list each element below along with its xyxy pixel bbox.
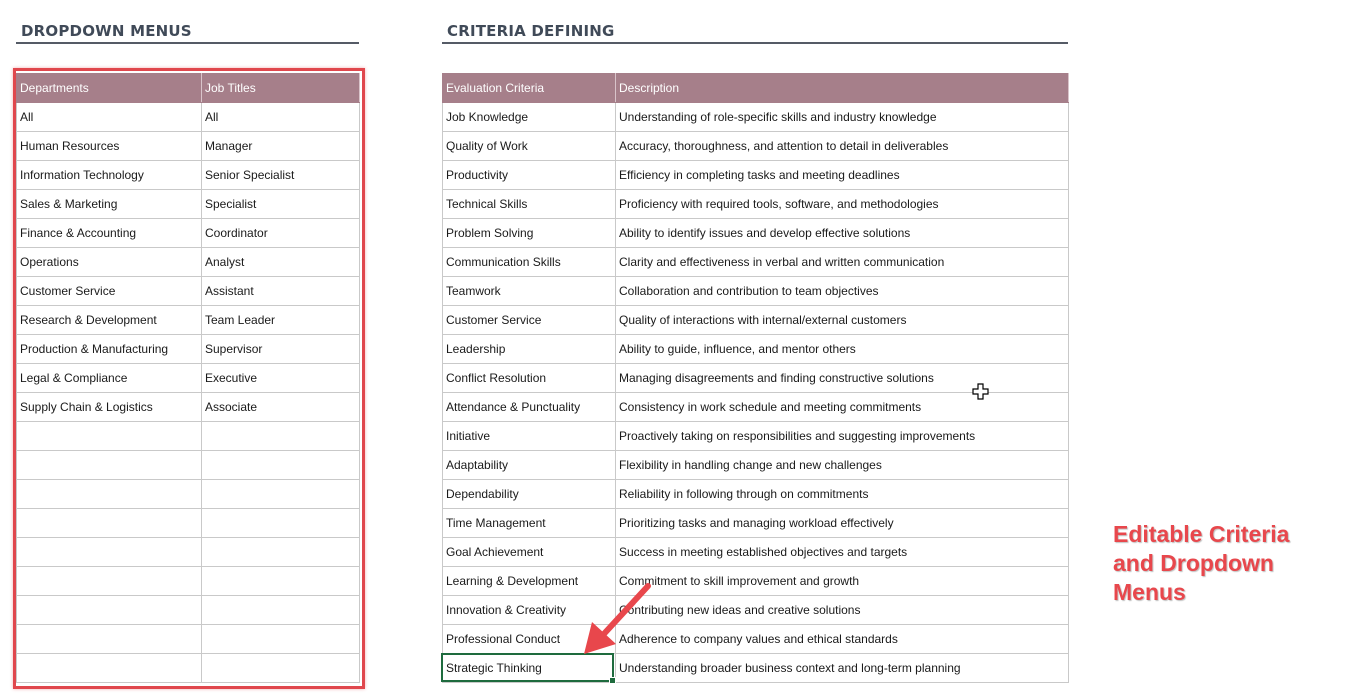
criteria-cell[interactable]: Communication Skills xyxy=(443,248,616,277)
callout-line-2: and Dropdown xyxy=(1113,550,1274,576)
table-row xyxy=(443,538,1069,567)
description-cell[interactable]: Clarity and effectiveness in verbal and written communication xyxy=(616,248,1069,277)
header-departments[interactable]: Departments xyxy=(17,74,202,103)
criteria-cell[interactable]: Adaptability xyxy=(443,451,616,480)
table-row xyxy=(443,132,1069,161)
table-row xyxy=(443,625,1069,654)
description-cell[interactable]: Managing disagreements and finding constructive solutions xyxy=(616,364,1069,393)
table-row xyxy=(17,538,360,567)
table-row xyxy=(17,480,360,509)
description-cell[interactable]: Understanding broader business context and long-term planning xyxy=(616,654,1069,683)
department-cell[interactable] xyxy=(17,451,202,480)
criteria-cell[interactable]: Leadership xyxy=(443,335,616,364)
job-title-cell[interactable]: Assistant xyxy=(202,277,360,306)
description-cell[interactable]: Consistency in work schedule and meeting commitments xyxy=(616,393,1069,422)
criteria-cell[interactable]: Attendance & Punctuality xyxy=(443,393,616,422)
dropdown-section-title: DROPDOWN MENUS xyxy=(21,22,192,40)
job-title-cell[interactable] xyxy=(202,625,360,654)
table-row xyxy=(17,161,360,190)
description-cell[interactable]: Ability to guide, influence, and mentor others xyxy=(616,335,1069,364)
description-cell[interactable]: Reliability in following through on commitments xyxy=(616,480,1069,509)
department-cell[interactable]: Finance & Accounting xyxy=(17,219,202,248)
description-cell[interactable]: Understanding of role-specific skills and industry knowledge xyxy=(616,103,1069,132)
table-row xyxy=(17,451,360,480)
criteria-cell[interactable]: Quality of Work xyxy=(443,132,616,161)
department-cell[interactable]: Human Resources xyxy=(17,132,202,161)
department-cell[interactable]: Research & Development xyxy=(17,306,202,335)
department-cell[interactable] xyxy=(17,422,202,451)
description-cell[interactable]: Flexibility in handling change and new challenges xyxy=(616,451,1069,480)
department-cell[interactable] xyxy=(17,567,202,596)
table-row xyxy=(443,480,1069,509)
criteria-section-rule xyxy=(442,42,1068,44)
description-cell[interactable]: Accuracy, thoroughness, and attention to detail in deliverables xyxy=(616,132,1069,161)
department-cell[interactable]: All xyxy=(17,103,202,132)
header-evaluation-criteria[interactable]: Evaluation Criteria xyxy=(443,74,616,103)
criteria-header-row xyxy=(443,74,1069,103)
department-cell[interactable] xyxy=(17,625,202,654)
criteria-cell[interactable]: Time Management xyxy=(443,509,616,538)
callout-line-1: Editable Criteria xyxy=(1113,521,1290,547)
criteria-table xyxy=(442,73,1069,683)
job-title-cell[interactable] xyxy=(202,451,360,480)
criteria-cell[interactable]: Job Knowledge xyxy=(443,103,616,132)
excel-cell-cursor-icon xyxy=(972,383,989,400)
job-title-cell[interactable] xyxy=(202,509,360,538)
table-row xyxy=(443,422,1069,451)
job-title-cell[interactable]: Team Leader xyxy=(202,306,360,335)
table-row xyxy=(17,103,360,132)
criteria-cell[interactable]: Productivity xyxy=(443,161,616,190)
header-description[interactable]: Description xyxy=(616,74,1069,103)
table-row xyxy=(17,509,360,538)
table-row xyxy=(17,393,360,422)
job-title-cell[interactable] xyxy=(202,538,360,567)
table-row xyxy=(17,364,360,393)
job-title-cell[interactable]: All xyxy=(202,103,360,132)
table-row xyxy=(17,277,360,306)
job-title-cell[interactable] xyxy=(202,422,360,451)
dropdown-section-rule xyxy=(16,42,359,44)
description-cell[interactable]: Quality of interactions with internal/external customers xyxy=(616,306,1069,335)
table-row xyxy=(17,248,360,277)
description-cell[interactable]: Commitment to skill improvement and growth xyxy=(616,567,1069,596)
table-row xyxy=(443,219,1069,248)
table-row xyxy=(443,654,1069,683)
job-title-cell[interactable]: Supervisor xyxy=(202,335,360,364)
table-row xyxy=(17,132,360,161)
criteria-cell[interactable]: Problem Solving xyxy=(443,219,616,248)
table-row xyxy=(443,509,1069,538)
table-row xyxy=(17,190,360,219)
job-title-cell[interactable] xyxy=(202,567,360,596)
criteria-cell[interactable]: Customer Service xyxy=(443,306,616,335)
department-cell[interactable]: Operations xyxy=(17,248,202,277)
description-cell[interactable]: Prioritizing tasks and managing workload effectively xyxy=(616,509,1069,538)
table-row xyxy=(443,567,1069,596)
criteria-cell[interactable]: Dependability xyxy=(443,480,616,509)
table-row xyxy=(17,567,360,596)
department-cell[interactable]: Production & Manufacturing xyxy=(17,335,202,364)
criteria-cell[interactable]: Innovation & Creativity xyxy=(443,596,616,625)
criteria-cell[interactable]: Teamwork xyxy=(443,277,616,306)
table-row xyxy=(443,161,1069,190)
table-row xyxy=(17,596,360,625)
department-cell[interactable] xyxy=(17,480,202,509)
description-cell[interactable]: Collaboration and contribution to team objectives xyxy=(616,277,1069,306)
description-cell[interactable]: Adherence to company values and ethical standards xyxy=(616,625,1069,654)
department-cell[interactable] xyxy=(17,509,202,538)
header-job-titles[interactable]: Job Titles xyxy=(202,74,360,103)
criteria-section-title: CRITERIA DEFINING xyxy=(447,22,615,40)
job-title-cell[interactable]: Executive xyxy=(202,364,360,393)
job-title-cell[interactable]: Specialist xyxy=(202,190,360,219)
description-cell[interactable]: Proficiency with required tools, software, and methodologies xyxy=(616,190,1069,219)
criteria-cell[interactable]: Initiative xyxy=(443,422,616,451)
table-row xyxy=(17,335,360,364)
job-title-cell[interactable]: Associate xyxy=(202,393,360,422)
job-title-cell[interactable] xyxy=(202,480,360,509)
job-title-cell[interactable]: Analyst xyxy=(202,248,360,277)
criteria-cell[interactable]: Learning & Development xyxy=(443,567,616,596)
table-row xyxy=(443,190,1069,219)
table-row xyxy=(17,625,360,654)
callout-annotation xyxy=(1113,520,1343,607)
criteria-cell[interactable]: Strategic Thinking xyxy=(443,654,616,683)
department-cell[interactable] xyxy=(17,654,202,683)
table-row xyxy=(443,335,1069,364)
table-row xyxy=(17,422,360,451)
job-title-cell[interactable] xyxy=(202,654,360,683)
criteria-cell[interactable]: Technical Skills xyxy=(443,190,616,219)
job-title-cell[interactable]: Senior Specialist xyxy=(202,161,360,190)
department-cell[interactable]: Supply Chain & Logistics xyxy=(17,393,202,422)
department-cell[interactable] xyxy=(17,596,202,625)
department-cell[interactable]: Sales & Marketing xyxy=(17,190,202,219)
table-row xyxy=(17,306,360,335)
table-row xyxy=(443,277,1069,306)
table-row xyxy=(17,219,360,248)
job-title-cell[interactable] xyxy=(202,596,360,625)
dropdown-header-row xyxy=(17,74,360,103)
department-cell[interactable]: Customer Service xyxy=(17,277,202,306)
table-row xyxy=(443,596,1069,625)
description-cell[interactable]: Success in meeting established objectives and targets xyxy=(616,538,1069,567)
red-arrow-icon xyxy=(580,580,660,660)
criteria-cell[interactable]: Professional Conduct xyxy=(443,625,616,654)
criteria-cell[interactable]: Goal Achievement xyxy=(443,538,616,567)
table-row xyxy=(443,103,1069,132)
department-cell[interactable]: Legal & Compliance xyxy=(17,364,202,393)
table-row xyxy=(443,306,1069,335)
callout-line-3: Menus xyxy=(1113,579,1186,605)
description-cell[interactable]: Efficiency in completing tasks and meeting deadlines xyxy=(616,161,1069,190)
table-row xyxy=(443,248,1069,277)
job-title-cell[interactable]: Manager xyxy=(202,132,360,161)
table-row xyxy=(443,451,1069,480)
description-cell[interactable]: Proactively taking on responsibilities and suggesting improvements xyxy=(616,422,1069,451)
criteria-cell[interactable]: Conflict Resolution xyxy=(443,364,616,393)
description-cell[interactable]: Ability to identify issues and develop effective solutions xyxy=(616,219,1069,248)
department-cell[interactable] xyxy=(17,538,202,567)
dropdown-table xyxy=(16,73,360,683)
department-cell[interactable]: Information Technology xyxy=(17,161,202,190)
table-row xyxy=(17,654,360,683)
job-title-cell[interactable]: Coordinator xyxy=(202,219,360,248)
description-cell[interactable]: Contributing new ideas and creative solutions xyxy=(616,596,1069,625)
